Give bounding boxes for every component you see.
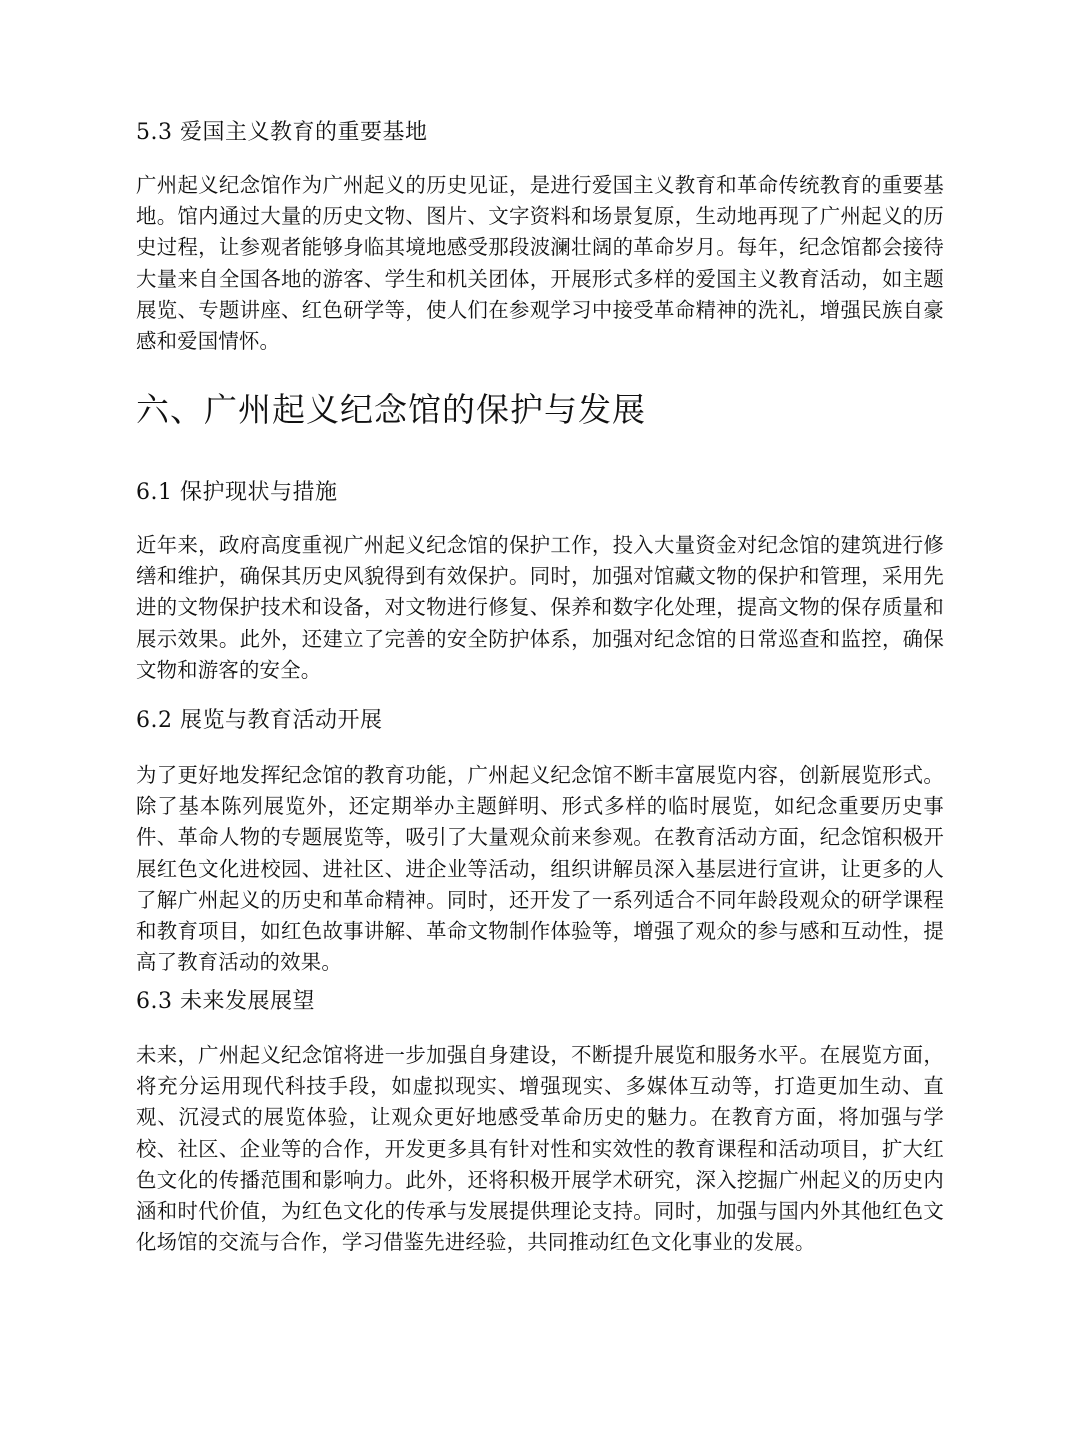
section-body-5-3: 广州起义纪念馆作为广州起义的历史见证，是进行爱国主义教育和革命传统教育的重要基地。馆内通过大量的历史文物、图片、文字资料和场景复原，生动地再现了广州起义的历史过程，让参观者能够身临其境地感受那段波澜壮阔的革命岁月。每年，纪念馆都会接待大量来自全国各地的游客、学生和机关团体，开展形式多样的爱国主义教育活动，如主题展览、专题讲座、红色研学等，使人们在参观学习中接受革命精神的洗礼，增强民族自豪感和爱国情怀。 (136, 173, 944, 354)
section-body-6-2: 为了更好地发挥纪念馆的教育功能，广州起义纪念馆不断丰富展览内容，创新展览形式。除了基本陈列展览外，还定期举办主题鲜明、形式多样的临时展览，如纪念重要历史事件、革命人物的专题展览等，吸引了大量观众前来参观。在教育活动方面，纪念馆积极开展红色文化进校园、进社区、进企业等活动，组织讲解员深入基层进行宣讲，让更多的人了解广州起义的历史和革命精神。同时，还开发了一系列适合不同年龄段观众的研学课程和教育项目，如红色故事讲解、革命文物制作体验等，增强了观众的参与感和互动性，提高了教育活动的效果。 (136, 763, 944, 975)
chapter-heading-6: 六、广州起义纪念馆的保护与发展 (136, 390, 646, 429)
section-body-6-3: 未来，广州起义纪念馆将进一步加强自身建设，不断提升展览和服务水平。在展览方面，将充分运用现代科技手段，如虚拟现实、增强现实、多媒体互动等，打造更加生动、直观、沉浸式的展览体验，让观众更好地感受革命历史的魅力。在教育方面，将加强与学校、社区、企业等的合作，开发更多具有针对性和实效性的教育课程和活动项目，扩大红色文化的传播范围和影响力。此外，还将积极开展学术研究，深入挖掘广州起义的历史内涵和时代价值，为红色文化的传承与发展提供理论支持。同时，加强与国内外其他红色文化场馆的交流与合作，学习借鉴先进经验，共同推动红色文化事业的发展。 (136, 1043, 944, 1255)
section-heading-6-1: 6.1 保护现状与措施 (136, 480, 338, 505)
section-heading-6-3: 6.3 未来发展展望 (136, 989, 315, 1014)
section-heading-6-2: 6.2 展览与教育活动开展 (136, 708, 383, 733)
section-body-6-1: 近年来，政府高度重视广州起义纪念馆的保护工作，投入大量资金对纪念馆的建筑进行修缮和维护，确保其历史风貌得到有效保护。同时，加强对馆藏文物的保护和管理，采用先进的文物保护技术和设备，对文物进行修复、保养和数字化处理，提高文物的保存质量和展示效果。此外，还建立了完善的安全防护体系，加强对纪念馆的日常巡查和监控，确保文物和游客的安全。 (136, 533, 944, 682)
section-heading-5-3: 5.3 爱国主义教育的重要基地 (136, 120, 428, 145)
